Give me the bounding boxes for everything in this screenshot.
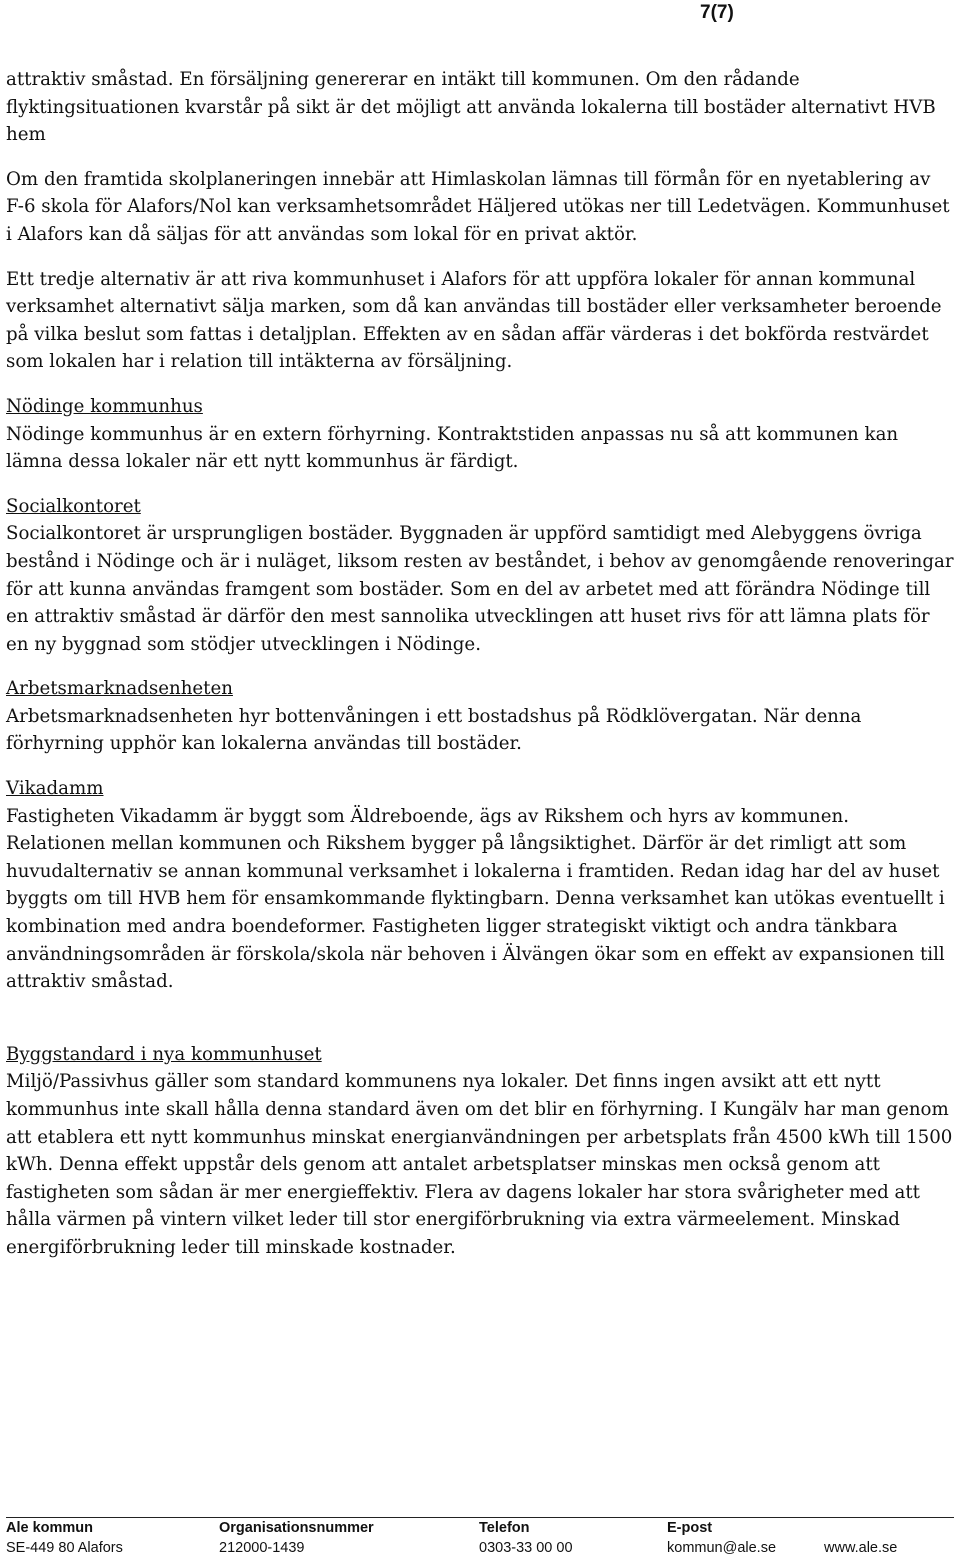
section-heading: Nödinge kommunhus bbox=[6, 395, 203, 417]
section-text: Fastigheten Vikadamm är byggt som Äldreboende, ägs av Rikshem och hyrs av kommunen. Relationen mellan kommunen och Rikshem bygger på långsiktighet. Därför är det rimligt att som huvudalternativ se annan kommunal verksamhet i lokalerna i framtiden. Redan idag har del av huset byggts om till HVB hem för ensamkommande flyktingbarn. Denna verksamhet kan utökas eventuellt i kombination med andra boendeformer. Fastigheten ligger strategiskt viktigt och andra tänkbara användningsområden är förskola/skola när behoven i Älvängen ökar som en effekt av expansionen till attraktiv småstad. bbox=[6, 805, 945, 993]
footer-website: www.ale.se bbox=[824, 1540, 898, 1556]
section-heading: Socialkontoret bbox=[6, 495, 141, 517]
page-footer bbox=[6, 1517, 954, 1558]
page-number: 7(7) bbox=[700, 2, 734, 23]
footer-label-phone: Telefon bbox=[479, 1520, 530, 1536]
section-heading: Arbetsmarknadsenheten bbox=[6, 678, 233, 700]
footer-phone: 0303-33 00 00 bbox=[479, 1540, 573, 1556]
paragraph-skolplanering: Om den framtida skolplaneringen innebär att Himlaskolan lämnas till förmån för en nyetablering av F-6 skola för Alafors/Nol kan verksamhetsområdet Häljered utökas ner till Ledetvägen. Kommunhuset i Alafors kan då säljas för att användas som lokal för en privat aktör. bbox=[6, 168, 950, 245]
document-body bbox=[6, 66, 954, 1279]
section-byggstandard bbox=[6, 1041, 954, 1262]
footer-email: kommun@ale.se bbox=[667, 1540, 777, 1556]
footer-label-org-number: Organisationsnummer bbox=[219, 1520, 374, 1536]
footer-values-row bbox=[6, 1538, 954, 1558]
footer-org-number: 212000-1439 bbox=[219, 1540, 305, 1556]
footer-labels-row bbox=[6, 1518, 954, 1538]
spacer bbox=[6, 1013, 954, 1041]
section-nodinge-kommunhus bbox=[6, 393, 954, 476]
section-text: Socialkontoret är ursprungligen bostäder. Byggnaden är uppförd samtidigt med Alebyggens övriga bestånd i Nödinge och är i nuläget, liksom resten av beståndet, i behov av genomgående renoveringar för att kunna användas framgent som bostäder. Som en del av arbetet med att förändra Nödinge till en attraktiv småstad är därför den mest sannolika utvecklingen att huset rivs för att lämna plats för en ny byggnad som stödjer utvecklingen i Nödinge. bbox=[6, 523, 954, 655]
section-heading: Vikadamm bbox=[6, 778, 104, 800]
footer-label-organization: Ale kommun bbox=[6, 1520, 94, 1536]
section-text: Arbetsmarknadsenheten hyr bottenvåningen i ett bostadshus på Rödklövergatan. När denna förhyrning upphör kan lokalerna användas till bostäder. bbox=[6, 705, 862, 755]
section-arbetsmarknadsenheten bbox=[6, 675, 954, 758]
section-heading: Byggstandard i nya kommunhuset bbox=[6, 1043, 322, 1065]
section-vikadamm bbox=[6, 775, 954, 996]
section-text: Miljö/Passivhus gäller som standard kommunens nya lokaler. Det finns ingen avsikt att ett nytt kommunhus inte skall hålla denna standard även om det blir en förhyrning. I Kungälv har man genom att etablera ett nytt kommunhus minskat energianvändningen per arbetsplats från 4500 kWh till 1500 kWh. Denna effekt uppstår dels genom att antalet arbetsplatser minskas men också genom att fastigheten som sådan är mer energieffektiv. Flera av dagens lokaler har stora svårigheter med att hålla värmen på vintern vilket leder till stor energiförbrukning via extra värmeelement. Minskad energiförbrukning leder till minskade kostnader. bbox=[6, 1071, 953, 1258]
footer-address: SE-449 80 Alafors bbox=[6, 1540, 123, 1556]
paragraph-intro: attraktiv småstad. En försäljning genererar en intäkt till kommunen. Om den rådande flyktingsituationen kvarstår på sikt är det möjligt att använda lokalerna till bostäder alternativt HVB hem bbox=[6, 69, 936, 146]
section-text: Nödinge kommunhus är en extern förhyrning. Kontraktstiden anpassas nu så att kommunen kan lämna dessa lokaler när ett nytt kommunhus är färdigt. bbox=[6, 423, 899, 473]
section-socialkontoret bbox=[6, 493, 954, 659]
footer-label-email: E-post bbox=[667, 1520, 713, 1536]
paragraph-tredje-alternativ: Ett tredje alternativ är att riva kommunhuset i Alafors för att uppföra lokaler för annan kommunal verksamhet alternativt sälja marken, som då kan användas till bostäder eller verksamheter beroende på vilka beslut som fattas i detaljplan. Effekten av en sådan affär värderas i det bokförda restvärdet som lokalen har i relation till intäkterna av försäljning. bbox=[6, 268, 942, 373]
